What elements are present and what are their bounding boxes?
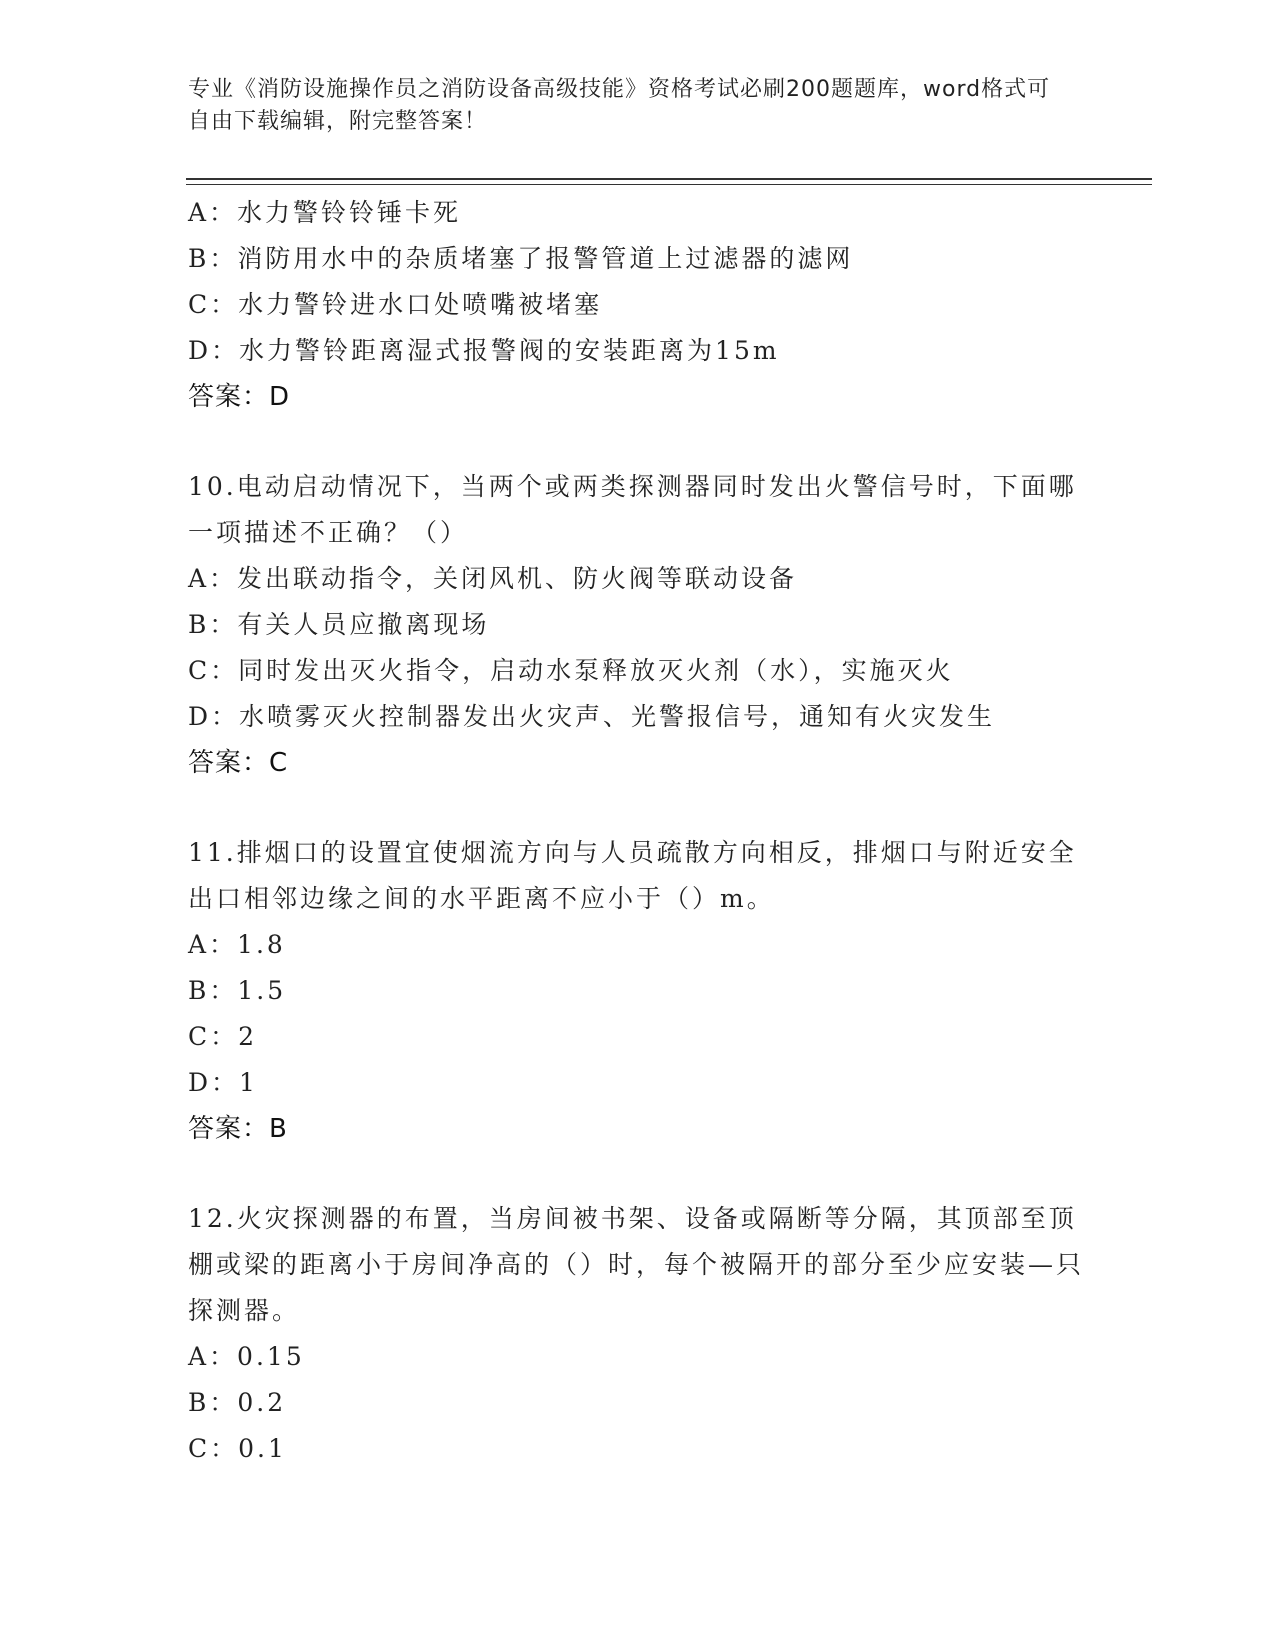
option-c: C：同时发出灭火指令，启动水泵释放灭火剂（水），实施灭火	[188, 656, 954, 685]
answer-line: 答案：B	[188, 1114, 288, 1144]
option-c: C：0.1	[188, 1434, 287, 1463]
option-a: A：水力警铃铃锤卡死	[188, 198, 462, 227]
option-a: A：发出联动指令，关闭风机、防火阀等联动设备	[188, 564, 798, 593]
option-a: A：0.15	[188, 1342, 305, 1371]
question-stem: 12.火灾探测器的布置，当房间被书架、设备或隔断等分隔，其顶部至顶棚或梁的距离小于房间净高的（）时，每个被隔开的部分至少应安装—只探测器。	[188, 1204, 1085, 1325]
spacer	[188, 1152, 1088, 1196]
question-12	[188, 1196, 1088, 1472]
option-d: D：1	[188, 1068, 258, 1097]
option-c: C：2	[188, 1022, 258, 1051]
option-b: B：1.5	[188, 976, 287, 1005]
option-b: B：消防用水中的杂质堵塞了报警管道上过滤器的滤网	[188, 244, 854, 273]
option-c: C：水力警铃进水口处喷嘴被堵塞	[188, 290, 603, 319]
option-d: D：水力警铃距离湿式报警阀的安装距离为15m	[188, 336, 780, 365]
question-10	[188, 464, 1088, 786]
question-content	[188, 190, 1088, 1472]
question-9-continued	[188, 190, 1088, 420]
option-b: B：0.2	[188, 1388, 287, 1417]
option-b: B：有关人员应撤离现场	[188, 610, 490, 639]
document-header: 专业《消防设施操作员之消防设备高级技能》资格考试必刷200题题库，word格式可自由下载编辑，附完整答案！	[188, 77, 1051, 134]
answer-line: 答案：C	[188, 748, 289, 778]
option-d: D：水喷雾灭火控制器发出火灾声、光警报信号，通知有火灾发生	[188, 702, 996, 731]
header-divider-thick	[186, 178, 1152, 180]
spacer	[188, 420, 1088, 464]
spacer	[188, 786, 1088, 830]
header-divider-thin	[186, 184, 1152, 185]
question-stem: 11.排烟口的设置宜使烟流方向与人员疏散方向相反，排烟口与附近安全出口相邻边缘之间的水平距离不应小于（）m。	[188, 838, 1077, 913]
question-11	[188, 830, 1088, 1152]
option-a: A：1.8	[188, 930, 286, 959]
question-stem: 10.电动启动情况下，当两个或两类探测器同时发出火警信号时，下面哪一项描述不正确？（）	[188, 472, 1077, 547]
answer-line: 答案：D	[188, 382, 291, 412]
